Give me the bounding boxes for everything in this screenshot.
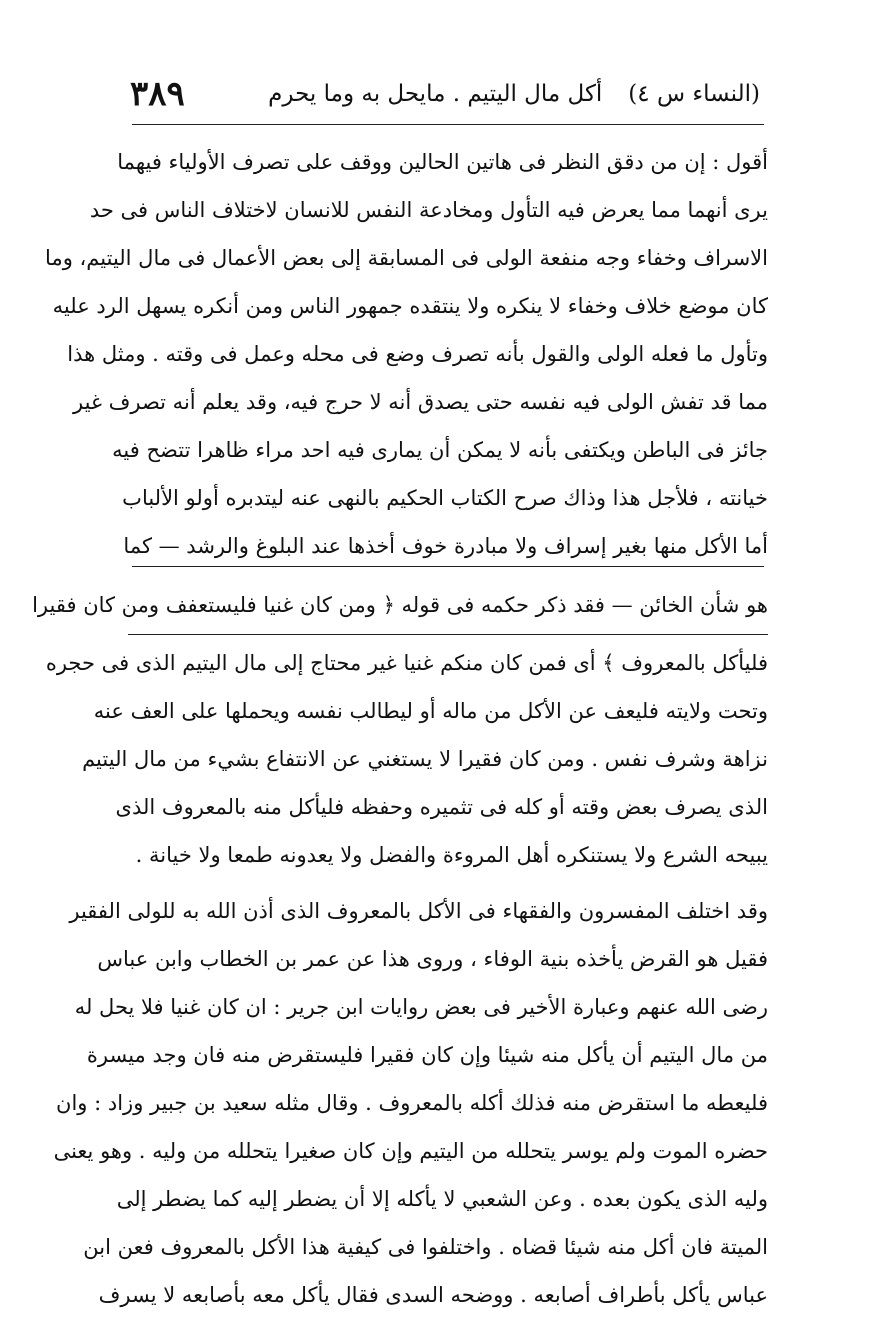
body-line: هو شأن الخائن — فقد ذكر حكمه فى قوله ﴿ ومن كان غنيا فليستعفف ومن كان فقيرا <box>32 593 768 617</box>
surah-reference: (النساء س ٤) <box>628 81 760 107</box>
footnote-line: الاسراف وخفاء وجه منفعة الولى فى المسابقة إلى بعض الأعمال فى مال اليتيم، وما <box>45 246 768 270</box>
body-line: وتحت ولايته فليعف عن الأكل من ماله أو ليطالب نفسه ويحملها على العف عنه <box>93 699 768 723</box>
inner-rule <box>128 634 768 635</box>
footnote-line: يرى أنهما مما يعرض فيه التأول ومخادعة النفس للانسان لاختلاف الناس فى حد <box>89 198 768 222</box>
footnote-line: جائز فى الباطن ويكتفى بأنه لا يمكن أن يمارى فيه احد مراء ظاهرا تتضح فيه <box>112 438 768 462</box>
header-rule <box>132 124 764 125</box>
separator-rule <box>132 566 764 567</box>
body-line: رضى الله عنهم وعبارة الأخير فى بعض روايات ابن جرير : ان كان غنيا فلا يحل له <box>74 995 768 1019</box>
body-line: فليأكل بالمعروف ﴾ أى فمن كان منكم غنيا غير محتاج إلى مال اليتيم الذى فى حجره <box>45 651 768 675</box>
main-text <box>32 580 768 1319</box>
body-line: فليعطه ما استقرض منه فذلك أكله بالمعروف . وقال مثله سعيد بن جبير وزاد : وان <box>56 1091 768 1115</box>
footnote-line: مما قد تفش الولى فيه نفسه حتى يصدق أنه لا حرج فيه، وقد يعلم أنه تصرف غير <box>73 390 768 414</box>
body-line: يبيحه الشرع ولا يستنكره أهل المروءة والفضل ولا يعدونه طمعا ولا خيانة . <box>135 843 768 867</box>
section-title: أكل مال اليتيم . مايحل به وما يحرم <box>268 81 603 107</box>
footnote-line: وتأول ما فعله الولى والقول بأنه تصرف وضع فى محله وعمل فى وقته . ومثل هذا <box>67 342 768 366</box>
page-number: ٣٨٩ <box>130 74 185 114</box>
footnote-line: خيانته ، فلأجل هذا وذاك صرح الكتاب الحكيم بالنهى عنه ليتدبره أولو الألباب <box>122 486 768 510</box>
body-line: وقد اختلف المفسرون والفقهاء فى الأكل بالمعروف الذى أذن الله به للولى الفقير <box>69 899 768 923</box>
body-line: وليه الذى يكون بعده . وعن الشعبي لا يأكله إلا أن يضطر إليه كما يضطر إلى <box>116 1187 768 1211</box>
body-line: حضره الموت ولم يوسر يتحلله من اليتيم وإن كان صغيرا يتحلله من وليه . وهو يعنى <box>53 1139 768 1163</box>
body-line: فقيل هو القرض يأخذه بنية الوفاء ، وروى هذا عن عمر بن الخطاب وابن عباس <box>97 947 768 971</box>
footnote-block <box>45 138 768 570</box>
body-line: عباس يأكل بأطراف أصابعه . ووضحه السدى فقال يأكل معه بأصابعه لا يسرف <box>98 1283 768 1307</box>
footnote-line: أقول : إن من دقق النظر فى هاتين الحالين ووقف على تصرف الأولياء فيهما <box>117 150 768 174</box>
body-line: الميتة فان أكل منه شيئا قضاه . واختلفوا فى كيفية هذا الأكل بالمعروف فعن ابن <box>83 1235 768 1259</box>
footnote-line: كان موضع خلاف وخفاء لا ينكره ولا ينتقده جمهور الناس ومن أنكره يسهل الرد عليه <box>52 294 768 318</box>
body-line: من مال اليتيم أن يأكل منه شيئا وإن كان فقيرا فليستقرض منه فان وجد ميسرة <box>86 1043 768 1067</box>
body-line: نزاهة وشرف نفس . ومن كان فقيرا لا يستغني عن الانتفاع بشيء من مال اليتيم <box>82 747 768 771</box>
body-line: الذى يصرف بعض وقته أو كله فى تثميره وحفظه فليأكل منه بالمعروف الذى <box>115 795 768 819</box>
footnote-line: أما الأكل منها بغير إسراف ولا مبادرة خوف أخذها عند البلوغ والرشد — كما <box>123 534 768 558</box>
running-header <box>128 72 768 116</box>
